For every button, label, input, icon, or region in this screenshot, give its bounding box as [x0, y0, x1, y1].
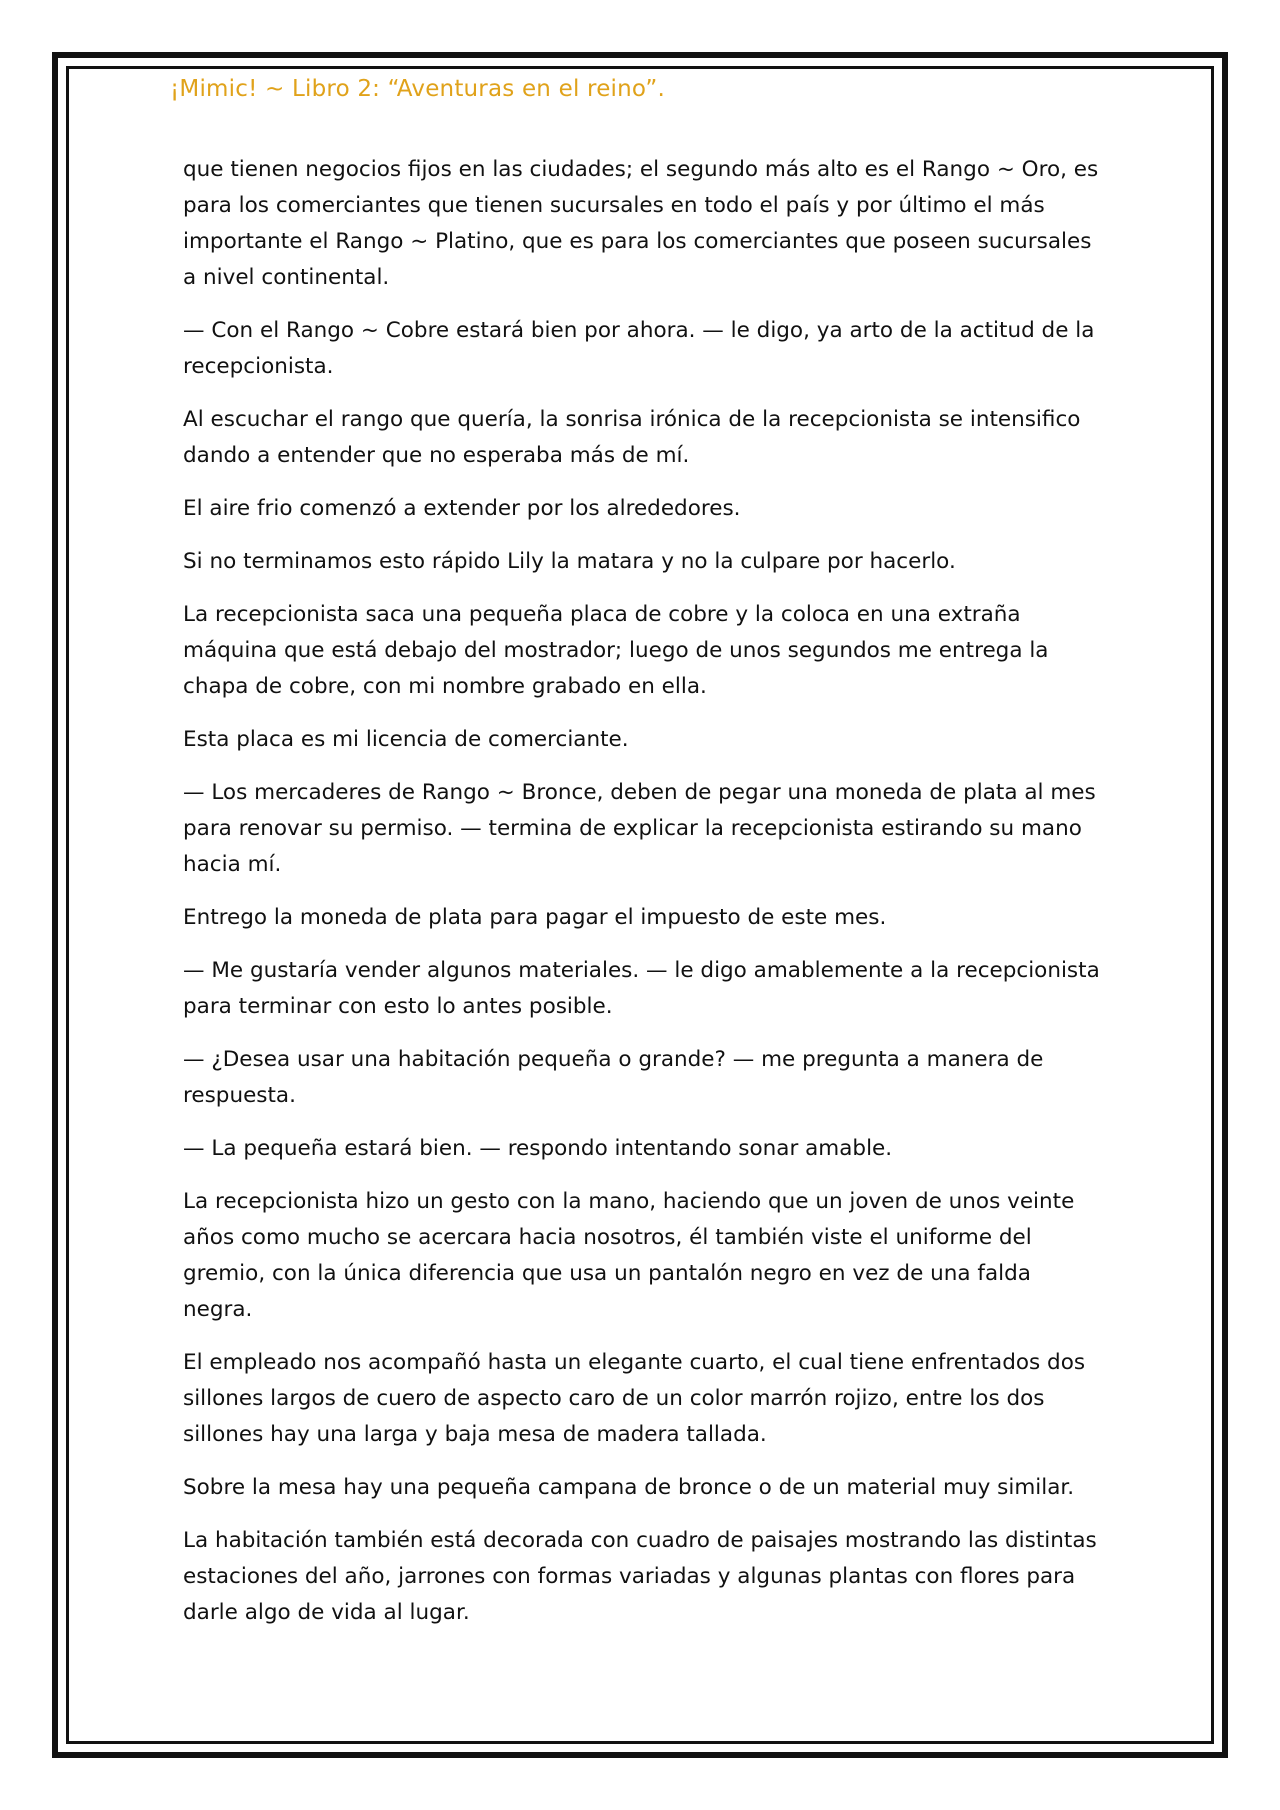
paragraph: que tienen negocios fijos en las ciudades; el segundo más alto es el Rango ~ Oro, es para los comerciantes que tienen sucursales en todo el país y por último el más importante el Rango ~ Platino, que es para los comerciantes que poseen sucursales a nivel continental. [183, 157, 1099, 290]
paragraph: La habitación también está decorada con cuadro de paisajes mostrando las distintas estaciones del año, jarrones con formas variadas y algunas plantas con flores para darle algo de vida al lugar. [183, 1528, 1097, 1625]
paragraph: La recepcionista saca una pequeña placa de cobre y la coloca en una extraña máquina que está debajo del mostrador; luego de unos segundos me entrega la chapa de cobre, con mi nombre grabado en ella. [183, 602, 1049, 699]
paragraph: — Me gustaría vender algunos materiales. — le digo amablemente a la recepcionista para terminar con esto lo antes posible. [183, 958, 1100, 1019]
paragraph: La recepcionista hizo un gesto con la mano, haciendo que un joven de unos veinte años como mucho se acercara hacia nosotros, él también viste el uniforme del gremio, con la única diferencia que usa un pantalón negro en vez de una falda negra. [183, 1189, 1075, 1322]
paragraph: — La pequeña estará bien. — respondo intentando sonar amable. [183, 1136, 893, 1161]
paragraph: Esta placa es mi licencia de comerciante. [183, 727, 629, 752]
paragraph: El empleado nos acompañó hasta un elegante cuarto, el cual tiene enfrentados dos sillones largos de cuero de aspecto caro de un color marrón rojizo, entre los dos sillones hay una larga y baja mesa de madera tallada. [183, 1350, 1086, 1447]
paragraph: Si no terminamos esto rápido Lily la matara y no la culpare por hacerlo. [183, 549, 956, 574]
page-body [183, 152, 1103, 1648]
paragraph: — Con el Rango ~ Cobre estará bien por ahora. — le digo, ya arto de la actitud de la recepcionista. [183, 318, 1095, 379]
paragraph: Sobre la mesa hay una pequeña campana de bronce o de un material muy similar. [183, 1475, 1075, 1500]
book-header-title: ¡Mimic! ~ Libro 2: “Aventuras en el reino”. [170, 76, 665, 102]
paragraph: Al escuchar el rango que quería, la sonrisa irónica de la recepcionista se intensifico dando a entender que no esperaba más de mí. [183, 407, 1081, 468]
paragraph: — ¿Desea usar una habitación pequeña o grande? — me pregunta a manera de respuesta. [183, 1047, 1044, 1108]
paragraph: — Los mercaderes de Rango ~ Bronce, deben de pegar una moneda de plata al mes para renovar su permiso. — termina de explicar la recepcionista estirando su mano hacia mí. [183, 780, 1096, 877]
paragraph: Entrego la moneda de plata para pagar el impuesto de este mes. [183, 905, 887, 930]
paragraph: El aire frio comenzó a extender por los alrededores. [183, 496, 741, 521]
